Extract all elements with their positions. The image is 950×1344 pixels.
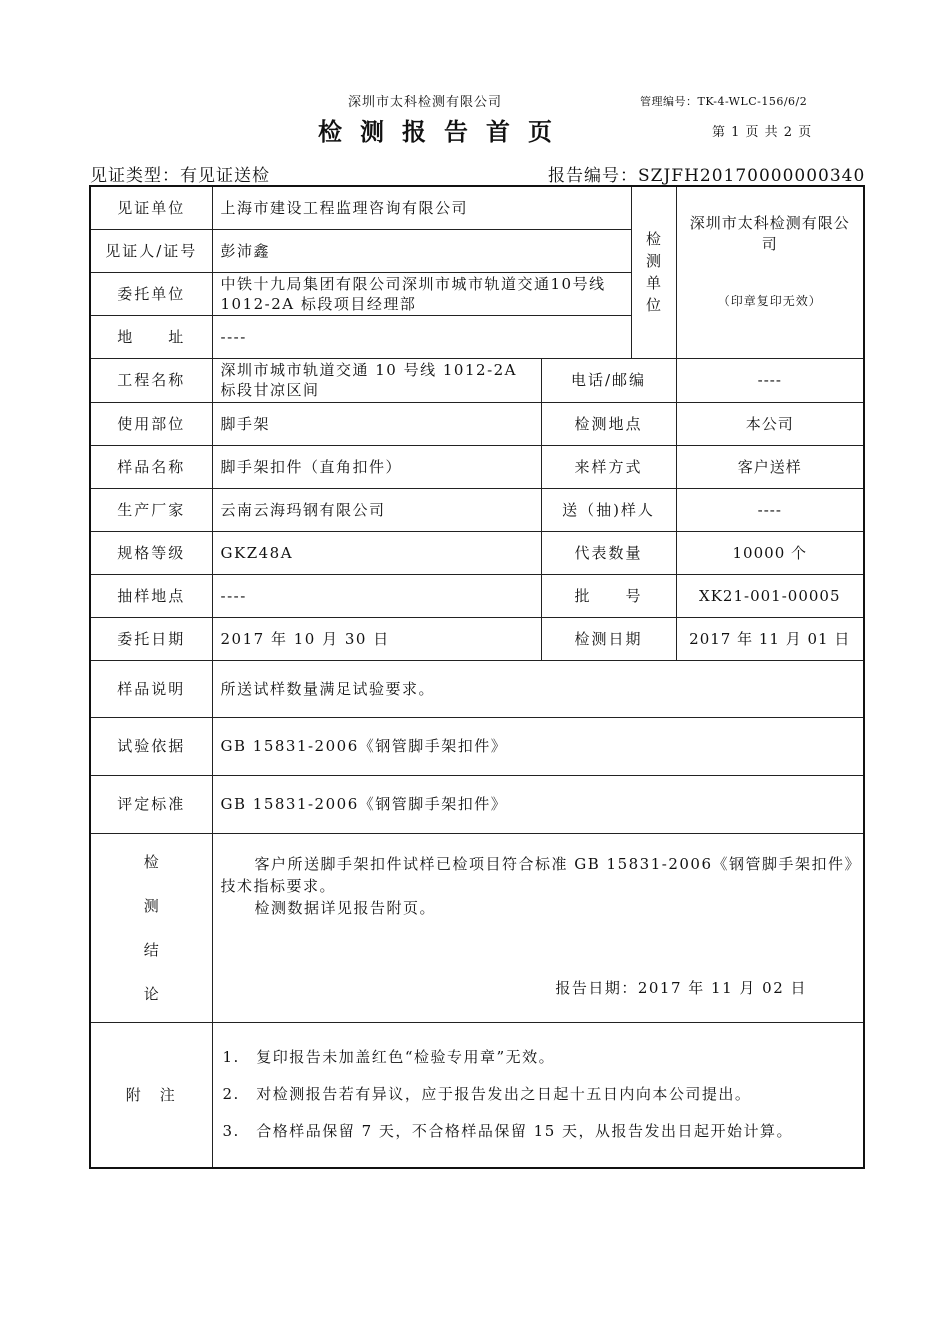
manufacturer-value: 云南云海玛钢有限公司	[212, 488, 541, 531]
sample-name-label: 样品名称	[90, 445, 212, 488]
test-date-value: 2017 年 11 月 01 日	[676, 617, 864, 660]
row-sampling-place	[90, 574, 864, 617]
testing-unit-name: 深圳市太科检测有限公司	[689, 214, 850, 254]
row-sample-name	[90, 445, 864, 488]
report-number: 报告编号：SZJFH20170000000340	[548, 166, 866, 186]
address-value: ----	[212, 315, 631, 358]
row-manufacturer	[90, 488, 864, 531]
client-value: 中铁十九局集团有限公司深圳市城市轨道交通10号线 1012-2A 标段项目经理部	[212, 272, 631, 315]
client-label: 委托单位	[90, 272, 212, 315]
row-spec	[90, 531, 864, 574]
sample-desc-value: 所送试样数量满足试验要求。	[212, 660, 864, 717]
witness-unit-label: 见证单位	[90, 186, 212, 229]
test-location-label: 检测地点	[541, 402, 676, 445]
row-notes	[90, 1022, 864, 1168]
row-test-basis	[90, 717, 864, 775]
conclusion-text: 客户所送脚手架扣件试样已检项目符合标准 GB 15831-2006《钢管脚手架扣件》技术指标要求。	[220, 854, 854, 895]
commission-date-label: 委托日期	[90, 617, 212, 660]
notes-label: 附 注	[90, 1022, 212, 1168]
sample-name-value: 脚手架扣件（直角扣件）	[212, 445, 541, 488]
row-project	[90, 358, 864, 402]
batch-no-label: 批 号	[541, 574, 676, 617]
note-item: 3. 合格样品保留 7 天，不合格样品保留 15 天，从报告发出日起开始计算。	[222, 1122, 794, 1141]
row-witness-unit	[90, 186, 864, 229]
sampling-place-label: 抽样地点	[90, 574, 212, 617]
commission-date-value: 2017 年 10 月 30 日	[212, 617, 541, 660]
note-item: 1. 复印报告未加盖红色“检验专用章”无效。	[222, 1048, 556, 1067]
seal-note: （印章复印无效）	[717, 294, 822, 309]
sample-method-value: 客户送样	[676, 445, 864, 488]
project-label: 工程名称	[90, 358, 212, 402]
test-location-value: 本公司	[676, 402, 864, 445]
quantity-value: 10000 个	[676, 531, 864, 574]
testing-unit-label: 检测单位	[631, 186, 676, 358]
company-name: 深圳市太科检测有限公司	[348, 95, 503, 110]
witness-unit-value: 上海市建设工程监理咨询有限公司	[212, 186, 631, 229]
spec-label: 规格等级	[90, 531, 212, 574]
quantity-label: 代表数量	[541, 531, 676, 574]
conclusion-label: 检 测 结 论	[90, 833, 212, 1022]
row-conclusion	[90, 833, 864, 1022]
eval-standard-label: 评定标准	[90, 775, 212, 833]
test-date-label: 检测日期	[541, 617, 676, 660]
test-basis-value: GB 15831-2006《钢管脚手架扣件》	[212, 717, 864, 775]
management-number: 管理编号：TK-4-WLC-156/6/2	[640, 95, 808, 108]
row-sample-desc	[90, 660, 864, 717]
row-use-part	[90, 402, 864, 445]
project-value: 深圳市城市轨道交通 10 号线 1012-2A 标段甘凉区间	[212, 358, 541, 402]
sample-method-label: 来样方式	[541, 445, 676, 488]
batch-no-value: XK21-001-00005	[676, 574, 864, 617]
witness-person-value: 彭沛鑫	[212, 229, 631, 272]
sampler-label: 送（抽)样人	[541, 488, 676, 531]
phone-label: 电话/邮编	[541, 358, 676, 402]
report-table	[89, 185, 865, 1169]
conclusion-data-note: 检测数据详见报告附页。	[254, 898, 437, 917]
spec-value: GKZ48A	[212, 531, 541, 574]
row-dates	[90, 617, 864, 660]
notes-body	[212, 1022, 864, 1168]
sampling-place-value: ----	[212, 574, 541, 617]
sampler-value: ----	[676, 488, 864, 531]
witness-type: 见证类型：有见证送检	[90, 166, 270, 186]
note-item: 2. 对检测报告若有异议，应于报告发出之日起十五日内向本公司提出。	[222, 1085, 752, 1104]
page-info: 第 1 页 共 2 页	[712, 125, 813, 140]
test-basis-label: 试验依据	[90, 717, 212, 775]
eval-standard-value: GB 15831-2006《钢管脚手架扣件》	[212, 775, 864, 833]
report-date: 报告日期：2017 年 11 月 02 日	[555, 978, 808, 997]
manufacturer-label: 生产厂家	[90, 488, 212, 531]
sample-desc-label: 样品说明	[90, 660, 212, 717]
page-title: 检测报告首页	[318, 117, 570, 146]
phone-value: ----	[676, 358, 864, 402]
testing-unit-seal	[676, 186, 864, 358]
use-part-value: 脚手架	[212, 402, 541, 445]
witness-person-label: 见证人/证号	[90, 229, 212, 272]
row-eval-standard	[90, 775, 864, 833]
use-part-label: 使用部位	[90, 402, 212, 445]
conclusion-body	[212, 833, 864, 1022]
address-label: 地 址	[90, 315, 212, 358]
